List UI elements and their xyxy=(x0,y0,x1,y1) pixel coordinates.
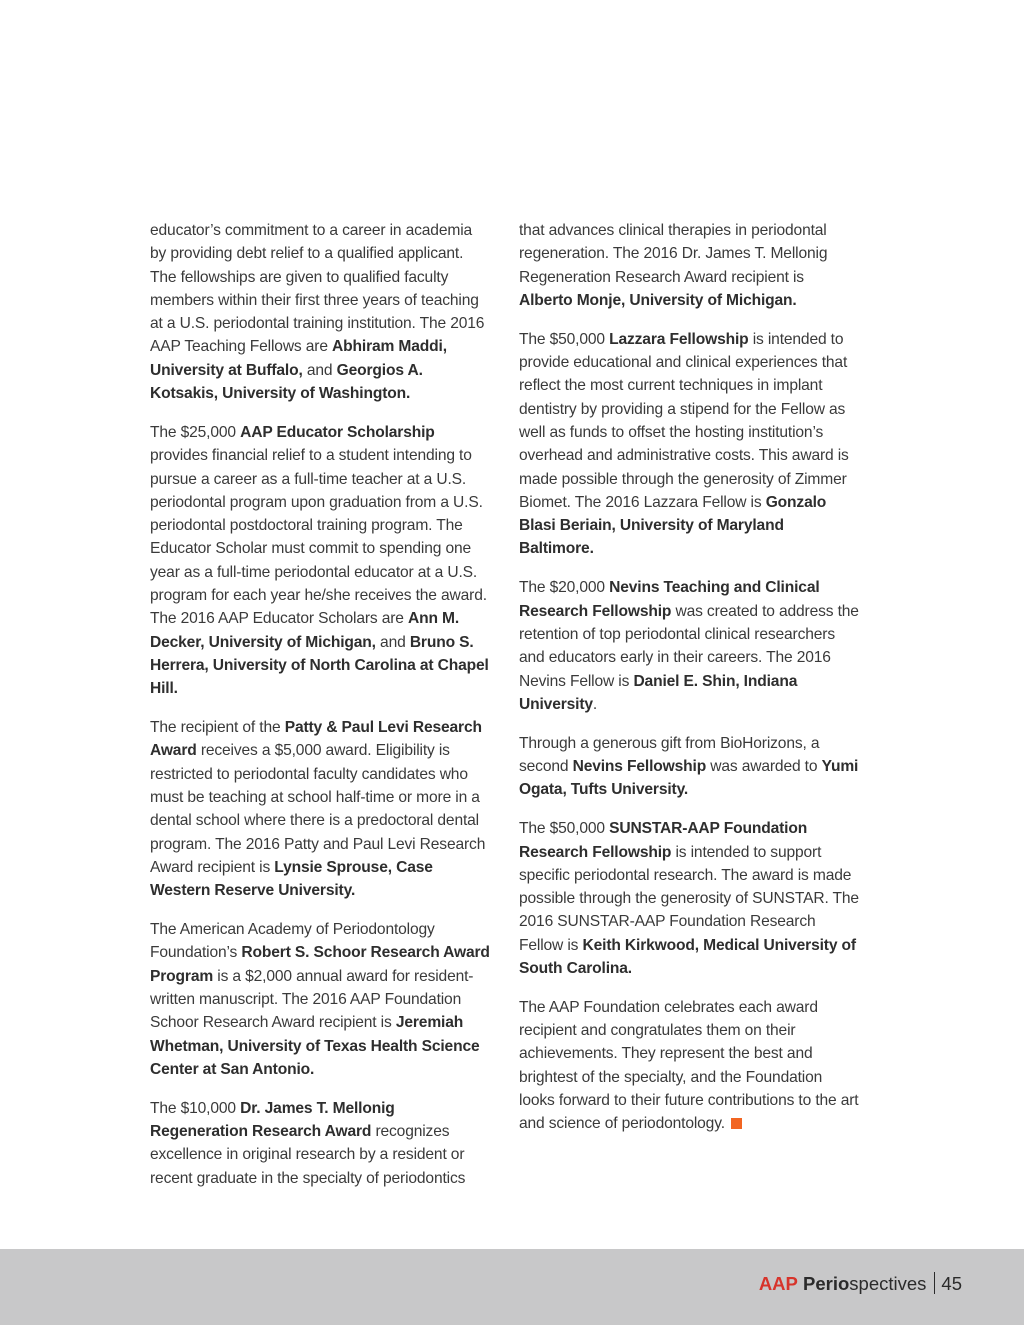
body-text: The $20,000 xyxy=(519,579,610,597)
body-text: and xyxy=(302,361,337,379)
brand-spectives: spectives xyxy=(849,1273,927,1294)
brand-aap: AAP xyxy=(758,1273,798,1294)
recipient-name: Bruno S. Herrera, University of North Carolina at Chapel Hill. xyxy=(150,633,489,698)
body-text: The $50,000 xyxy=(519,330,610,348)
paragraph-educator-scholarship xyxy=(150,421,490,701)
publication-brand xyxy=(759,1272,962,1296)
recipient-name: Ann M. Decker, University of Michigan, xyxy=(150,610,460,651)
body-text: provides financial relief to a student intending to pursue a career as a full-time teacher at a U.S. periodontal program upon graduation from a U.S. periodontal postdoctoral training program. The Educator Scholar must commit to spending one year as a full-time periodontal educator at a U.S. program for each year he/she receives the award. The 2016 AAP Educator Scholars are xyxy=(150,447,487,628)
award-name: Patty & Paul Levi Research Award xyxy=(150,719,482,760)
recipient-name: Jeremiah Whetman, University of Texas Health Science Center at San Antonio. xyxy=(150,1014,480,1078)
paragraph-lazzara-fellowship xyxy=(519,328,859,561)
body-text: is intended to support specific periodontal research. The award is made possible through the generosity of SUNSTAR. The 2016 SUNSTAR-AAP Foundation Research Fellow is xyxy=(519,843,859,954)
page-footer xyxy=(0,1249,1024,1325)
body-text: educator’s commitment to a career in academia by providing debt relief to a qualified applicant. The fellowships are given to qualified faculty members within their first three years of teaching at a U.S. periodontal training institution. The 2016 AAP Teaching Fellows are xyxy=(150,222,485,356)
body-text: is intended to provide educational and clinical experiences that reflect the most current techniques in implant dentistry by providing a stipend for the Fellow as well as funds to offset the hosting institution’s overhead and administrative costs. This award is made possible through the generosity of Zimmer Biomet. The 2016 Lazzara Fellow is xyxy=(519,330,849,511)
body-text: was created to address the retention of top periodontal clinical researchers and educators early in their careers. The 2016 Nevins Fellow is xyxy=(519,602,859,690)
body-text: The $10,000 xyxy=(150,1099,241,1117)
end-of-article-square-icon xyxy=(731,1118,742,1129)
award-name: SUNSTAR-AAP Foundation Research Fellowship xyxy=(519,820,808,861)
recipient-name: Abhiram Maddi, University at Buffalo, xyxy=(150,338,447,379)
body-text: and xyxy=(375,633,410,651)
recipient-name: Daniel E. Shin, Indiana University xyxy=(519,672,798,713)
body-text: receives a $5,000 award. Eligibility is restricted to periodontal faculty candidates who must be teaching at school half-time or more in a dental school where there is a predoctoral dental program. The 2016 Patty and Paul Levi Research Award recipient is xyxy=(150,742,486,876)
recipient-name: Alberto Monje, University of Michigan. xyxy=(519,291,797,309)
body-text: The American Academy of Periodontology Foundation’s xyxy=(150,921,435,962)
body-text: was awarded to xyxy=(706,758,822,776)
recipient-name: Keith Kirkwood, Medical University of South Carolina. xyxy=(519,936,856,977)
paragraph-mellonig-award xyxy=(150,1097,490,1190)
paragraph-mellonig-recipient xyxy=(519,219,859,312)
body-text: The recipient of the xyxy=(150,719,285,737)
award-name: AAP Educator Scholarship xyxy=(240,423,435,441)
paragraph-second-nevins-fellowship xyxy=(519,732,859,802)
recipient-name: Lynsie Sprouse, Case Western Reserve University. xyxy=(150,858,433,900)
award-name: Robert S. Schoor Research Award Program xyxy=(150,944,490,985)
page-number: 45 xyxy=(941,1273,962,1294)
paragraph-nevins-teaching-fellowship xyxy=(519,576,859,716)
recipient-name: Yumi Ogata, Tufts University. xyxy=(519,758,859,799)
brand-perio: Perio xyxy=(803,1273,850,1294)
recipient-name: Georgios A. Kotsakis, University of Washington. xyxy=(150,361,423,403)
award-name: Nevins Fellowship xyxy=(572,758,707,776)
recipient-name: Gonzalo Blasi Beriain, University of Maryland Baltimore. xyxy=(519,493,827,558)
body-text: that advances clinical therapies in periodontal regeneration. The 2016 Dr. James T. Mellonig Regeneration Research Award recipient is xyxy=(519,222,828,286)
body-text: The $25,000 xyxy=(150,423,241,441)
right-column xyxy=(519,219,859,1151)
paragraph-teaching-fellows xyxy=(150,219,490,405)
paragraph-schoor-research-award xyxy=(150,918,490,1081)
body-text: . xyxy=(592,695,598,713)
award-name: Nevins Teaching and Clinical Research Fellowship xyxy=(519,579,820,620)
paragraph-sunstar-fellowship xyxy=(519,817,859,980)
footer-divider xyxy=(934,1272,935,1294)
paragraph-closing xyxy=(519,996,859,1136)
left-column xyxy=(150,219,490,1206)
body-text: The AAP Foundation celebrates each award recipient and congratulates them on their achievements. They represent the best and brightest of the specialty, and the Foundation looks forward to their future contributions to the art and science of periodontology. xyxy=(519,998,859,1133)
award-name: Dr. James T. Mellonig Regeneration Research Award xyxy=(150,1099,395,1141)
body-text: is a $2,000 annual award for resident-written manuscript. The 2016 AAP Foundation Schoor Research Award recipient is xyxy=(150,967,474,1032)
body-text: The $50,000 xyxy=(519,820,610,838)
body-text: recognizes excellence in original research by a resident or recent graduate in the specialty of periodontics xyxy=(150,1123,466,1187)
body-text: Through a generous gift from BioHorizons, a second xyxy=(519,734,820,776)
award-name: Lazzara Fellowship xyxy=(609,330,749,348)
paragraph-levi-research-award xyxy=(150,716,490,902)
